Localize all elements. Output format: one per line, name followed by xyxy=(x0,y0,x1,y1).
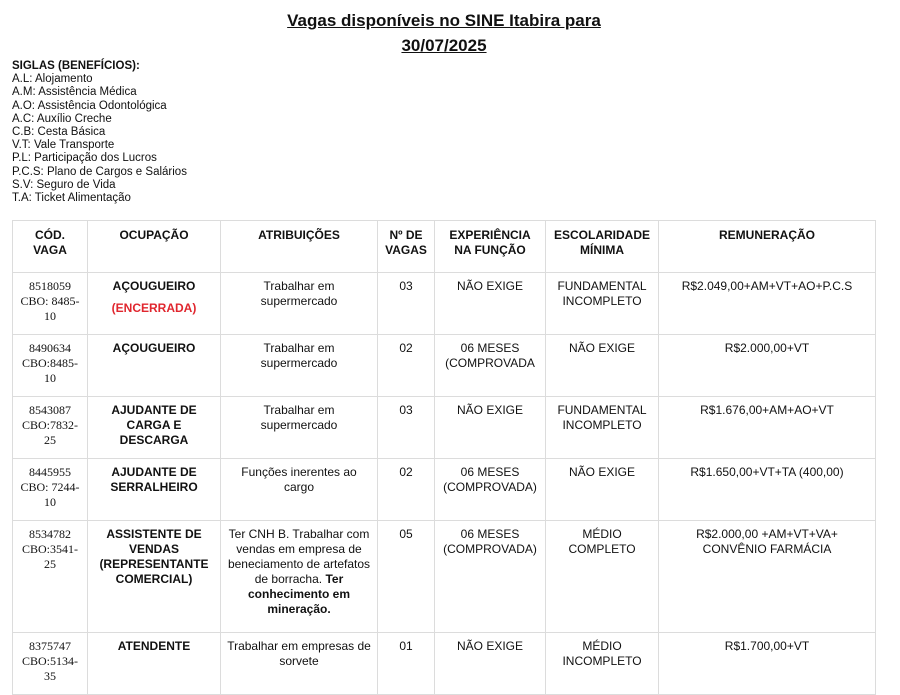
cell-occupation: AJUDANTE DE CARGA E DESCARGA xyxy=(88,397,221,459)
legend-item: A.M: Assistência Médica xyxy=(12,86,137,99)
legend-item: T.A: Ticket Alimentação xyxy=(12,192,131,205)
cell-education: MÉDIO INCOMPLETO xyxy=(546,633,659,695)
cell-duties: Ter CNH B. Trabalhar com vendas em empresa de beneciamento de artefatos de borracha. Ter conhecimento em mineração. xyxy=(221,521,378,633)
legend-item: A.C: Auxílio Creche xyxy=(12,112,112,125)
legend-item: P.C.S: Plano de Cargos e Salários xyxy=(12,165,187,178)
header-duties: ATRIBUIÇÕES xyxy=(221,221,378,273)
table-row xyxy=(13,335,876,397)
status-closed: (ENCERRADA) xyxy=(111,301,197,315)
cell-experience: NÃO EXIGE xyxy=(435,273,546,335)
legend-item: P.L: Participação dos Lucros xyxy=(12,152,157,165)
cell-occupation: AJUDANTE DE SERRALHEIRO xyxy=(88,459,221,521)
cell-vacancies: 02 xyxy=(378,459,435,521)
cell-vacancies: 05 xyxy=(378,521,435,633)
cell-education: NÃO EXIGE xyxy=(546,459,659,521)
legend-item: A.L: Alojamento xyxy=(12,73,93,86)
cell-salary: R$1.650,00+VT+TA (400,00) xyxy=(659,459,876,521)
cell-duties: Trabalhar em supermercado xyxy=(221,397,378,459)
table-row xyxy=(13,273,876,335)
jobs-table xyxy=(12,220,876,695)
cell-code: 8518059 CBO: 8485- 10 xyxy=(13,273,88,335)
cell-occupation: AÇOUGUEIRO xyxy=(88,335,221,397)
cell-salary: R$2.000,00 +AM+VT+VA+ CONVÊNIO FARMÁCIA xyxy=(659,521,876,633)
cell-duties: Trabalhar em supermercado xyxy=(221,273,378,335)
cell-education: FUNDAMENTAL INCOMPLETO xyxy=(546,397,659,459)
cell-education: MÉDIO COMPLETO xyxy=(546,521,659,633)
legend-item: V.T: Vale Transporte xyxy=(12,139,115,152)
cell-vacancies: 03 xyxy=(378,397,435,459)
legend-item: A.O: Assistência Odontológica xyxy=(12,99,167,112)
cell-experience: 06 MESES (COMPROVADA xyxy=(435,335,546,397)
cell-education: NÃO EXIGE xyxy=(546,335,659,397)
table-header-row xyxy=(13,221,876,273)
header-education: ESCOLARIDADE MÍNIMA xyxy=(546,221,659,273)
cell-experience: 06 MESES (COMPROVADA) xyxy=(435,521,546,633)
header-experience: EXPERIÊNCIA NA FUNÇÃO xyxy=(435,221,546,273)
cell-duties: Funções inerentes ao cargo xyxy=(221,459,378,521)
header-salary: REMUNERAÇÃO xyxy=(659,221,876,273)
benefits-legend xyxy=(12,60,187,205)
cell-vacancies: 03 xyxy=(378,273,435,335)
cell-experience: NÃO EXIGE xyxy=(435,397,546,459)
cell-duties: Trabalhar em empresas de sorvete xyxy=(221,633,378,695)
page-title xyxy=(0,8,888,58)
table-row xyxy=(13,633,876,695)
cell-vacancies: 02 xyxy=(378,335,435,397)
cell-occupation: AÇOUGUEIRO (ENCERRADA) xyxy=(88,273,221,335)
legend-title: SIGLAS (BENEFÍCIOS): xyxy=(12,60,140,72)
cell-code: 8543087 CBO:7832- 25 xyxy=(13,397,88,459)
cell-experience: NÃO EXIGE xyxy=(435,633,546,695)
cell-salary: R$1.676,00+AM+AO+VT xyxy=(659,397,876,459)
cell-salary: R$2.049,00+AM+VT+AO+P.C.S xyxy=(659,273,876,335)
cell-occupation: ASSISTENTE DE VENDAS (REPRESENTANTE COMERCIAL) xyxy=(88,521,221,633)
cell-duties: Trabalhar em supermercado xyxy=(221,335,378,397)
cell-occupation: ATENDENTE xyxy=(88,633,221,695)
cell-code: 8534782 CBO:3541- 25 xyxy=(13,521,88,633)
legend-item: C.B: Cesta Básica xyxy=(12,126,106,139)
legend-item: S.V: Seguro de Vida xyxy=(12,178,116,191)
table-row xyxy=(13,521,876,633)
cell-experience: 06 MESES (COMPROVADA) xyxy=(435,459,546,521)
cell-vacancies: 01 xyxy=(378,633,435,695)
cell-salary: R$2.000,00+VT xyxy=(659,335,876,397)
cell-salary: R$1.700,00+VT xyxy=(659,633,876,695)
table-row xyxy=(13,459,876,521)
table-row xyxy=(13,397,876,459)
header-code: CÓD. VAGA xyxy=(13,221,88,273)
title-line-1: Vagas disponíveis no SINE Itabira para xyxy=(287,11,601,30)
cell-code: 8375747 CBO:5134- 35 xyxy=(13,633,88,695)
cell-code: 8490634 CBO:8485- 10 xyxy=(13,335,88,397)
header-occupation: OCUPAÇÃO xyxy=(88,221,221,273)
header-vacancies: Nº DE VAGAS xyxy=(378,221,435,273)
title-line-2: 30/07/2025 xyxy=(401,36,487,55)
cell-code: 8445955 CBO: 7244- 10 xyxy=(13,459,88,521)
cell-education: FUNDAMENTAL INCOMPLETO xyxy=(546,273,659,335)
